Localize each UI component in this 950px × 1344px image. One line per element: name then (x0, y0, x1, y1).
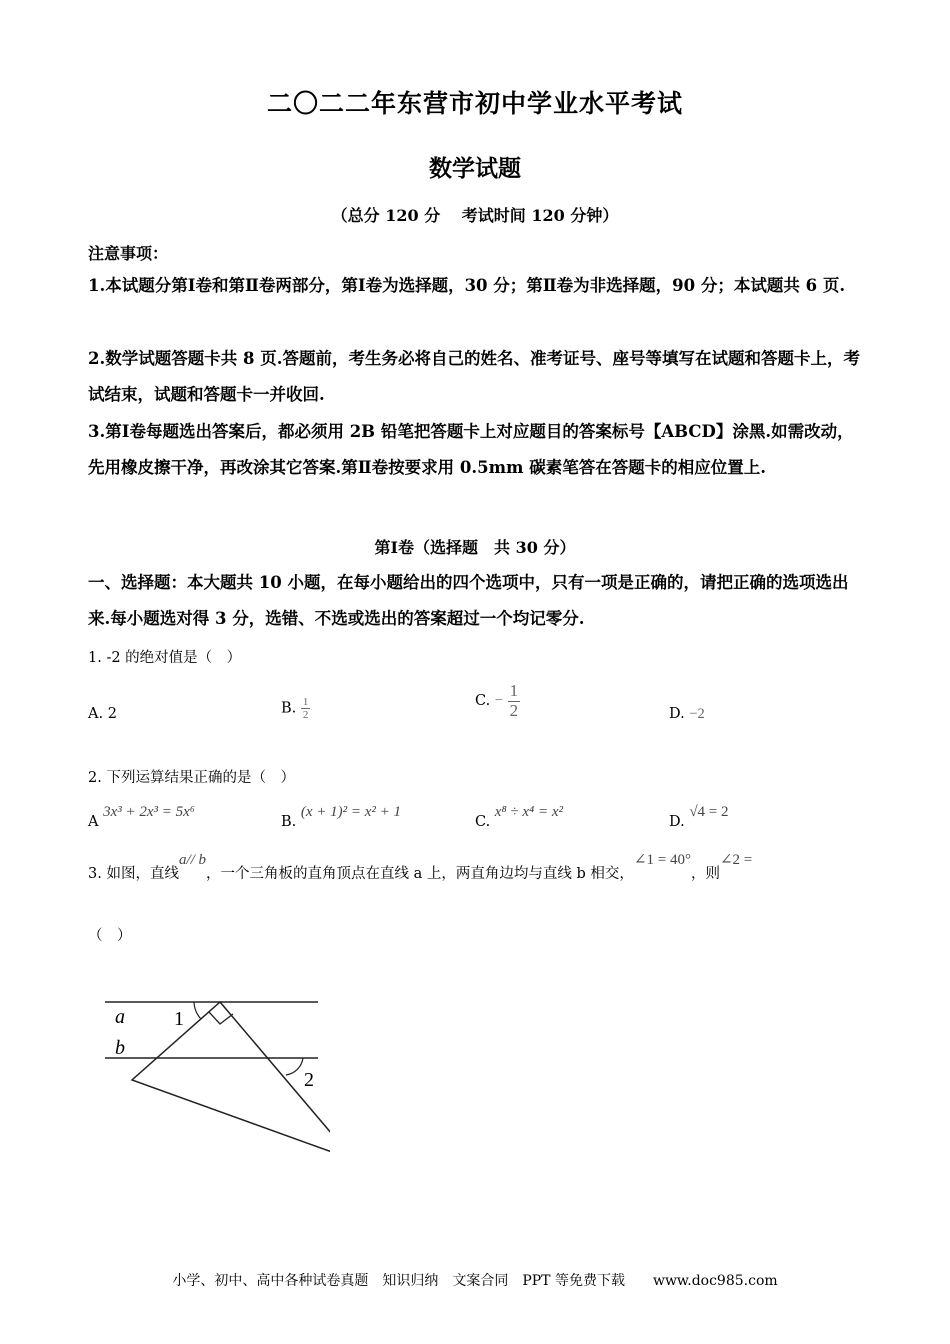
option-label: A. (88, 706, 104, 722)
question-2-option-c (475, 804, 564, 830)
minus-sign: − (494, 692, 503, 709)
question-1-option-c (475, 682, 520, 720)
notice-heading: 注意事项： (88, 244, 169, 263)
notice-item-1: 1.本试题分第Ⅰ卷和第Ⅱ卷两部分，第Ⅰ卷为选择题，30 分；第Ⅱ卷为非选择题，90 分；本试题共 6 页. (88, 276, 846, 295)
option-expression: x⁸ ÷ x⁴ = x² (494, 804, 564, 820)
question-1-option-d (669, 706, 705, 723)
numerator: 1 (302, 696, 309, 708)
question-3-answer-blank: （ ） (88, 928, 132, 944)
exam-info: （总分 120 分 考试时间 120 分钟） (331, 206, 619, 225)
stem-text: ，则 (690, 866, 720, 882)
denominator: 2 (509, 700, 519, 720)
angle-2-arc (286, 1058, 303, 1075)
option-label: B. (281, 814, 297, 830)
option-expression: (x + 1)² = x² + 1 (300, 804, 402, 820)
option-label: A (88, 814, 99, 830)
angle-1-expression: ∠1 = 40° (633, 852, 691, 868)
option-value: 2 (107, 706, 117, 722)
option-expression: 3x³ + 2x³ = 5x⁶ (103, 804, 196, 820)
question-1-option-b (281, 696, 310, 721)
question-2-option-a (88, 804, 196, 830)
angle-1-arc (194, 1002, 201, 1019)
fraction (301, 696, 311, 721)
question-1-stem: 1. -2 的绝对值是（ ） (88, 650, 242, 666)
question-2-option-b (281, 804, 402, 830)
denominator: 2 (302, 709, 309, 722)
question-2-stem: 2. 下列运算结果正确的是（ ） (88, 770, 295, 786)
option-label: C. (475, 693, 491, 710)
stem-text: 3. 如图，直线 (88, 866, 179, 882)
section-instruction: 一、选择题：本大题共 10 小题，在每小题给出的四个选项中，只有一项是正确的，请把正确的选项选出来.每小题选对得 3 分，选错、不选或选出的答案超过一个均记零分. (88, 573, 849, 628)
fraction (508, 682, 521, 720)
stem-text: ，一个三角板的直角顶点在直线 a 上，两直角边均与直线 b 相交， (206, 866, 634, 882)
option-expression: √4 = 2 (689, 804, 729, 820)
exam-subtitle: 数学试题 (429, 155, 521, 182)
option-label: B. (281, 700, 297, 717)
option-label: D. (669, 706, 685, 722)
page-footer: 小学、初中、高中各种试卷真题 知识归纳 文案合同 PPT 等免费下载 www.doc985.com (172, 1273, 778, 1289)
label-a: a (115, 1006, 125, 1028)
numerator: 1 (509, 681, 519, 700)
parallel-expression: a// b (178, 852, 207, 868)
label-b: b (115, 1037, 125, 1059)
option-value: −2 (689, 706, 705, 722)
notice-item-3: 3.第Ⅰ卷每题选出答案后，都必须用 2B 铅笔把答题卡上对应题目的答案标号【ABCD】涂黑.如需改动，先用橡皮擦干净，再改涂其它答案.第Ⅱ卷按要求用 0.5mm 碳素笔答在答题卡的相应位置上. (88, 422, 854, 477)
option-label: D. (669, 814, 685, 830)
notice-item-2: 2.数学试题答题卡共 8 页.答题前，考生务必将自己的姓名、准考证号、座号等填写在试题和答题卡上，考试结束，试题和答题卡一并收回. (88, 349, 860, 404)
question-2-option-d (669, 804, 729, 830)
triangle-ruler (132, 1002, 330, 1160)
exam-title: 二〇二二年东营市初中学业水平考试 (266, 89, 683, 118)
question-1-option-a (88, 706, 117, 722)
question-3-stem (88, 852, 753, 883)
section-title: 第Ⅰ卷（选择题 共 30 分） (374, 538, 576, 557)
label-angle-2: 2 (304, 1069, 314, 1091)
angle-2-expression: ∠2 = (719, 852, 753, 868)
question-3-figure (100, 990, 330, 1170)
option-label: C. (475, 814, 491, 830)
label-angle-1: 1 (174, 1008, 184, 1030)
